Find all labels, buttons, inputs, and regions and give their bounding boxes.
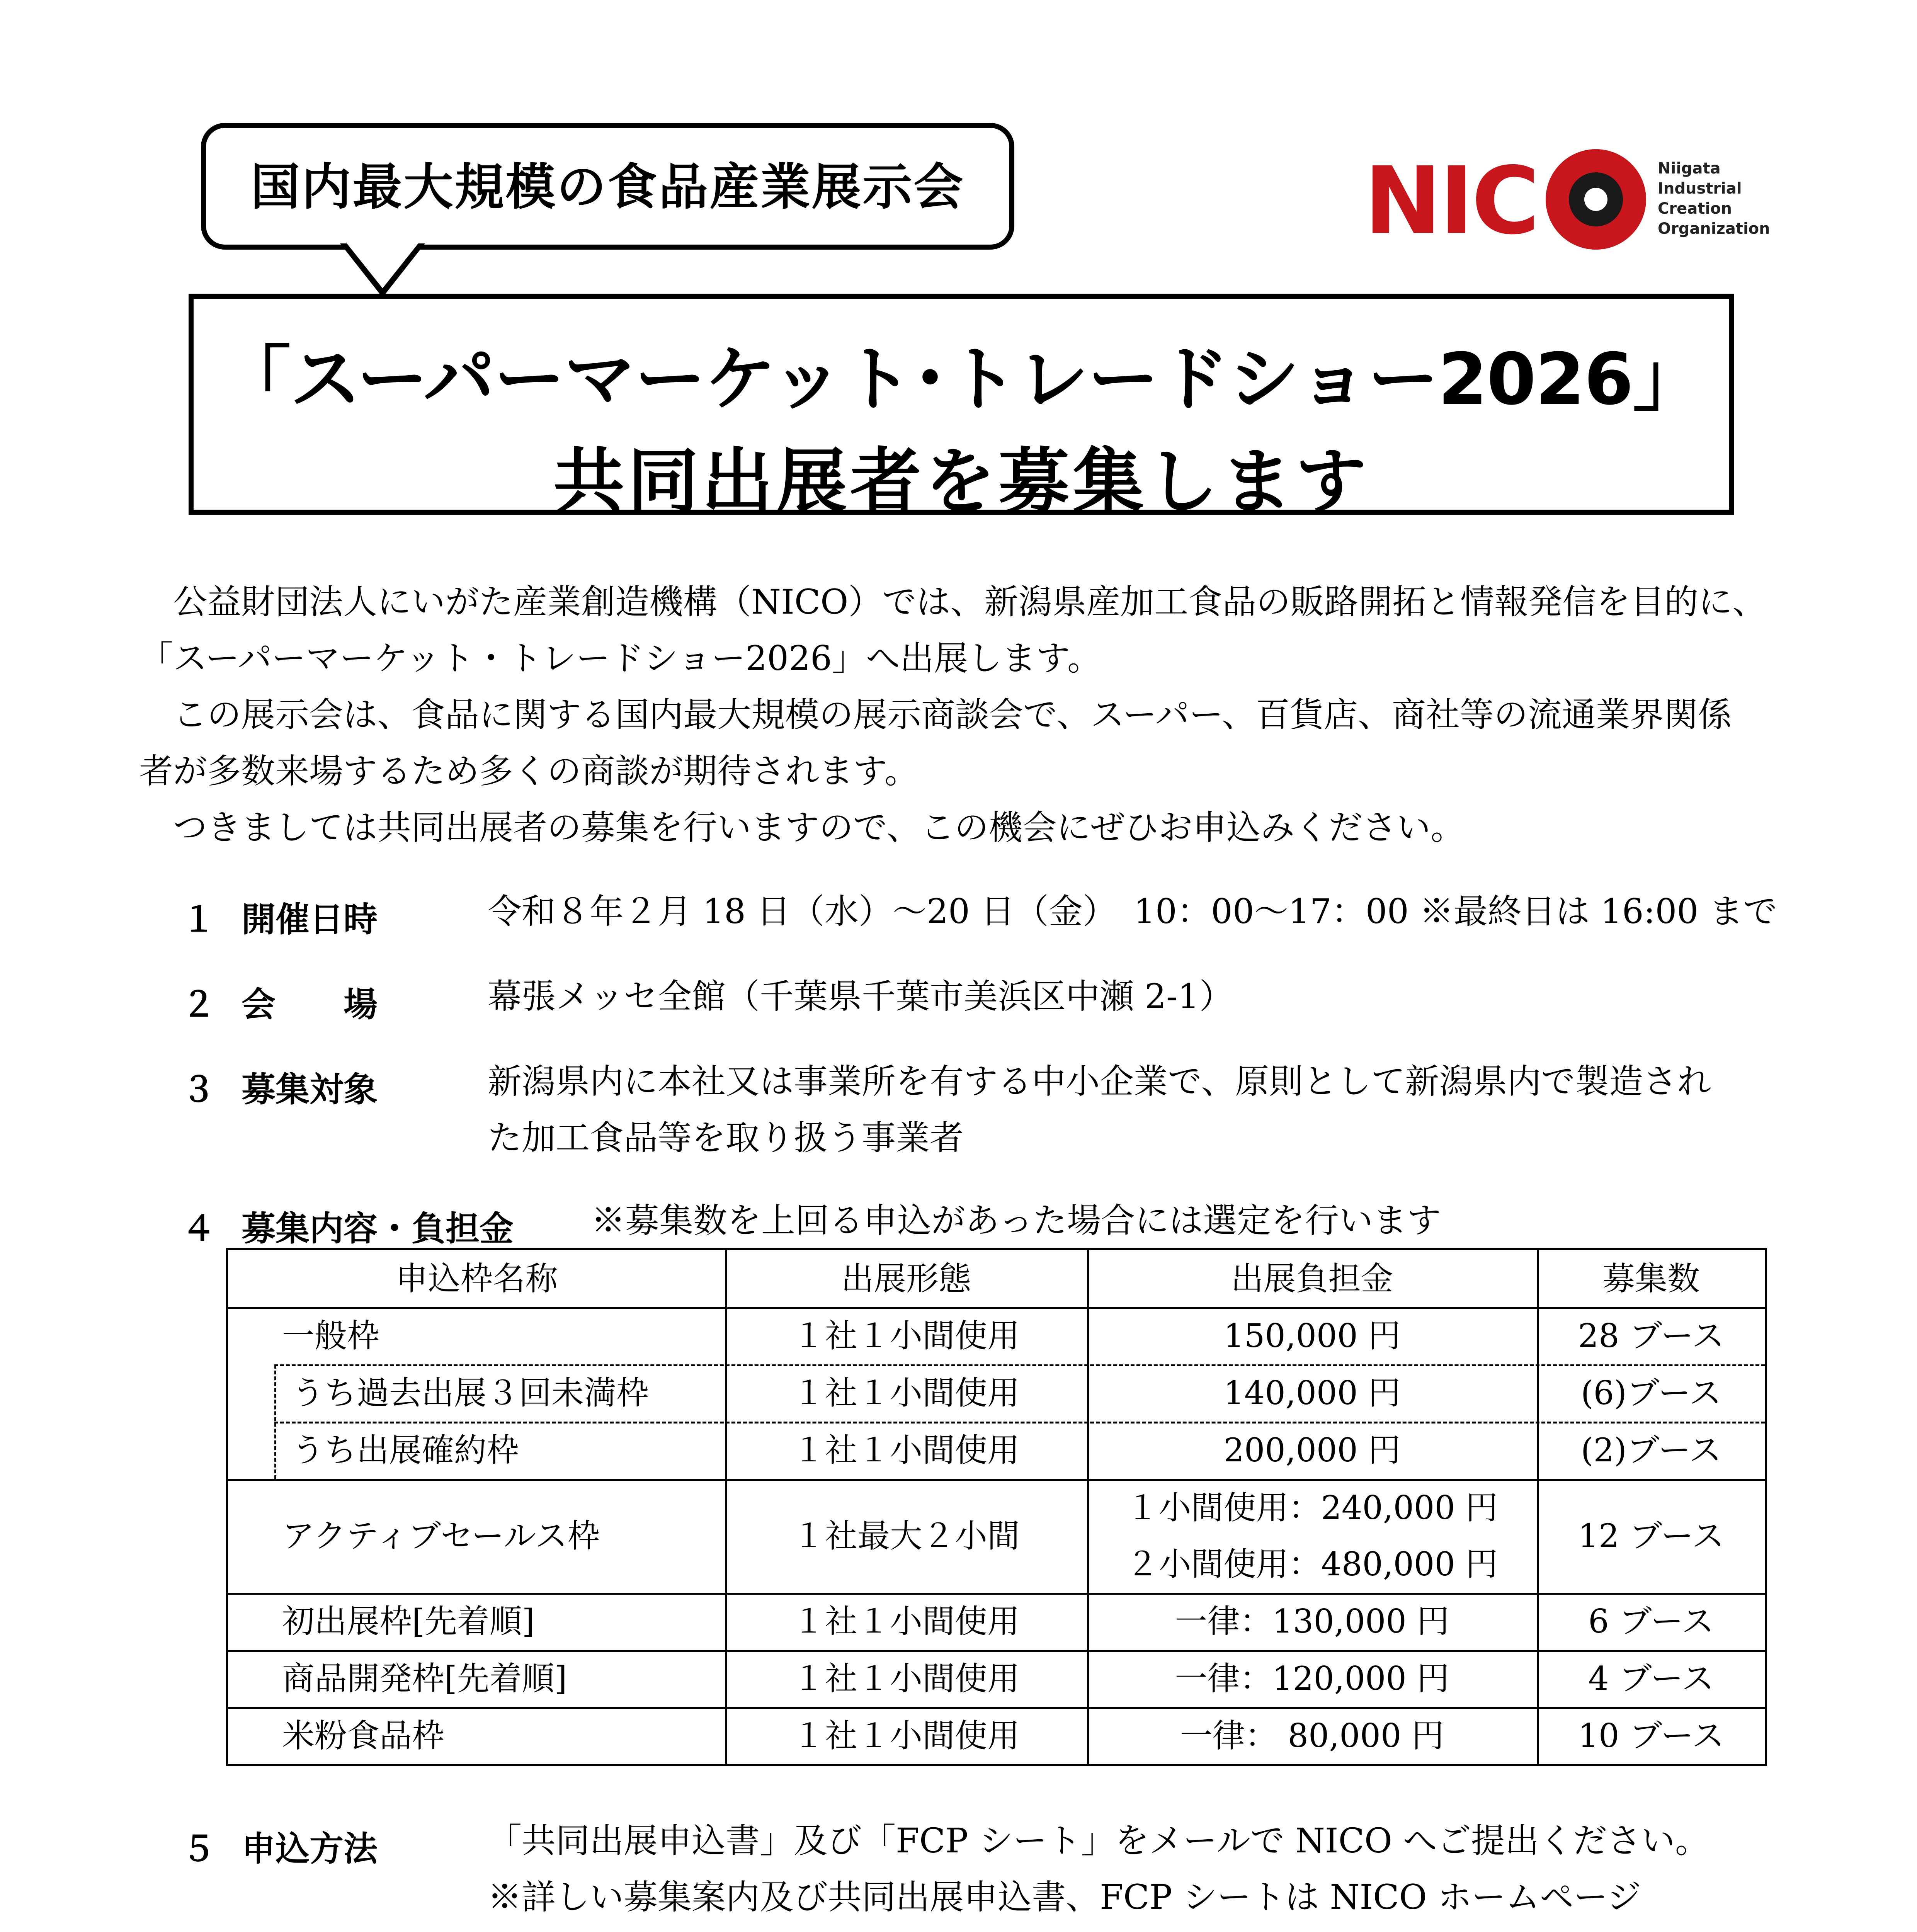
table-header-form: 出展形態 — [841, 1260, 971, 1298]
table-row-0-fee: 150,000 円 — [1223, 1317, 1401, 1355]
section-4-note: ※募集数を上回る申込があった場合には選定を行います — [591, 1201, 1441, 1240]
section-2-text: 幕張メッセ全館（千葉県千葉市美浜区中瀬 2-1） — [488, 976, 1233, 1016]
section-5-label: 申込方法 — [242, 1829, 378, 1869]
table-row-2-form: １社１小間使用 — [792, 1431, 1020, 1469]
table-row-1-name: うち過去出展３回未満枠 — [292, 1374, 649, 1412]
table-row-6-name: 米粉食品枠 — [282, 1717, 445, 1755]
recruitment-table — [226, 1248, 1767, 1766]
table-row-4-count: 6 ブース — [1588, 1602, 1714, 1640]
section-5-text-1: 「共同出展申込書」及び「FCP シート」をメールで NICO へご提出ください。 — [488, 1821, 1709, 1861]
table-row-2-name: うち出展確約枠 — [292, 1431, 519, 1469]
section-5-text-3 — [488, 1925, 1702, 1932]
section-2-number: ２ — [182, 985, 216, 1024]
table-row-3-name: アクティブセールス枠 — [282, 1517, 600, 1555]
table-row-1-count: (6)ブース — [1580, 1374, 1722, 1412]
table-header-count: 募集数 — [1602, 1260, 1700, 1298]
table-row-0-form: １社１小間使用 — [792, 1317, 1020, 1355]
title-box — [189, 294, 1734, 523]
table-row-6-form: １社１小間使用 — [792, 1717, 1020, 1755]
tagline-bubble — [201, 123, 1014, 250]
table-row-2-count: (2)ブース — [1580, 1431, 1722, 1469]
intro-p2-l2: 者が多数来場するため多くの商談が期待されます。 — [139, 751, 919, 791]
table-row-1-fee: 140,000 円 — [1223, 1374, 1401, 1412]
nico-logo — [1364, 147, 1770, 263]
table-row-5-count: 4 ブース — [1588, 1660, 1714, 1697]
logo-ring-icon — [1546, 149, 1646, 250]
table-row-4-form: １社１小間使用 — [792, 1602, 1020, 1640]
section-5-text-2: ※詳しい募集案内及び共同出展申込書、FCP シートは NICO ホームページ — [488, 1877, 1641, 1917]
table-row-4-fee: 一律：130,000 円 — [1175, 1602, 1449, 1640]
page-subtitle: 共同出展者を募集します — [553, 440, 1369, 523]
table-row-1-form: １社１小間使用 — [792, 1374, 1020, 1412]
table-header-name: 申込枠名称 — [395, 1260, 558, 1298]
logo-mark: NIC — [1364, 147, 1538, 255]
table-header-fee: 出展負担金 — [1231, 1260, 1393, 1298]
section-5-number: ５ — [182, 1829, 216, 1869]
section-3-text-2: た加工食品等を取り扱う事業者 — [488, 1118, 964, 1158]
table-row-3-fee2: ２小間使用：480,000 円 — [1126, 1545, 1498, 1583]
section-3-label: 募集対象 — [242, 1070, 378, 1109]
table-row-5-form: １社１小間使用 — [792, 1660, 1020, 1697]
table-row-0-name: 一般枠 — [282, 1317, 380, 1355]
table-row-5-name: 商品開発枠[先着順] — [282, 1660, 567, 1697]
table-row-3-fee: １小間使用：240,000 円 — [1126, 1489, 1498, 1527]
tagline-text: 国内最大規模の食品産業展示会 — [250, 158, 965, 216]
table-row-6-count: 10 ブース — [1578, 1717, 1725, 1755]
logo-subtitle: Niigata Industrial Creation Organization — [1658, 160, 1770, 238]
table-row-5-fee: 一律：120,000 円 — [1175, 1660, 1449, 1697]
page-title: 「スーパーマーケット･トレードショー2026」 — [219, 338, 1703, 421]
section-3-text-1: 新潟県内に本社又は事業所を有する中小企業で、原則として新潟県内で製造され — [488, 1061, 1711, 1101]
table-row-2-fee: 200,000 円 — [1223, 1431, 1401, 1469]
table-row-4-name: 初出展枠[先着順] — [282, 1602, 535, 1640]
table-row-3-form: １社最大２小間 — [792, 1517, 1020, 1555]
section-4-number: ４ — [182, 1209, 216, 1248]
section-3-number: ３ — [182, 1070, 216, 1109]
section-1-text: 令和８年２月 18 日（水）～20 日（金） 10：00～17：00 ※最終日は 16:00 まで — [488, 891, 1778, 931]
table-row-0-count: 28 ブース — [1578, 1317, 1725, 1355]
section-4-label: 募集内容・負担金 — [242, 1209, 514, 1248]
intro-p3-l1: つきましては共同出展者の募集を行いますので、この機会にぜひお申込みください。 — [139, 808, 1465, 847]
intro-p1-l1: 公益財団法人にいがた産業創造機構（NICO）では、新潟県産加工食品の販路開拓と情報発信を目的に、 — [139, 582, 1767, 622]
table-row-6-fee: 一律： 80,000 円 — [1180, 1717, 1444, 1755]
section-1-number: １ — [182, 900, 216, 939]
intro-p1-l2: 「スーパーマーケット・トレードショー2026」へ出展します。 — [139, 638, 1101, 678]
section-2-label: 会 場 — [242, 985, 378, 1024]
intro-p2-l1: この展示会は、食品に関する国内最大規模の展示商談会で、スーパー、百貨店、商社等の流通業界関係 — [139, 695, 1732, 735]
table-row-3-count: 12 ブース — [1578, 1517, 1725, 1555]
section-1-label: 開催日時 — [242, 900, 378, 939]
